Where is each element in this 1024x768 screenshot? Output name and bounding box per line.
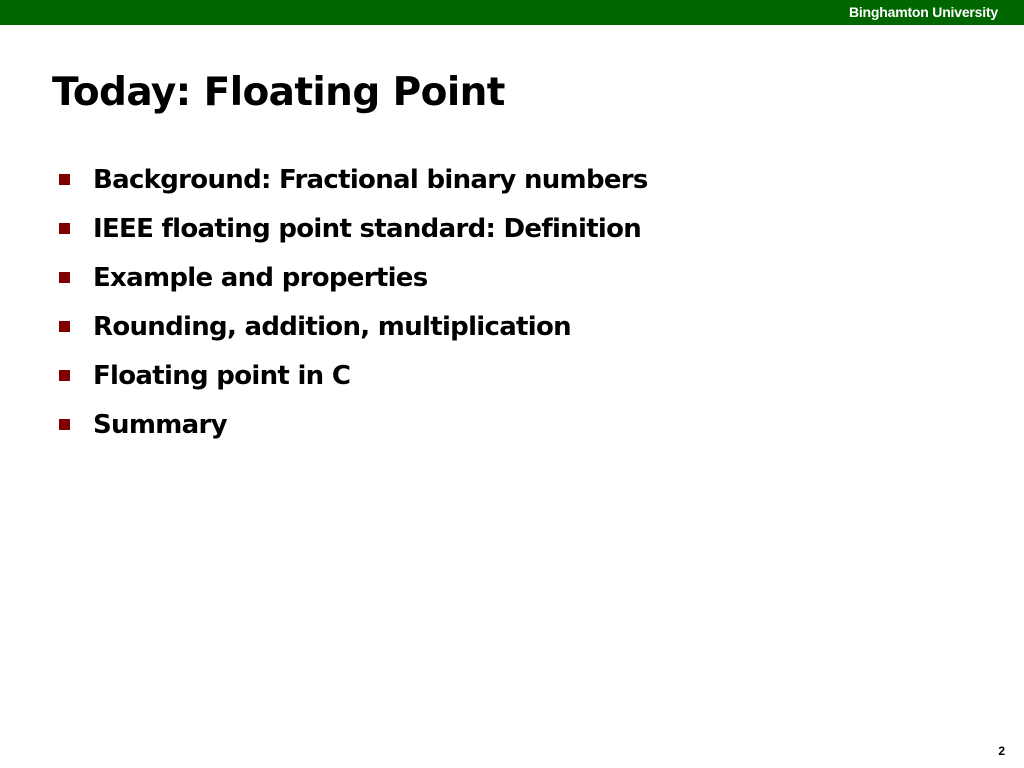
square-bullet-icon	[59, 272, 70, 283]
bullet-item	[55, 253, 648, 302]
organization-name: Binghamton University	[848, 4, 998, 20]
square-bullet-icon	[59, 174, 70, 185]
header-bar	[0, 0, 1024, 25]
slide-title: Today: Floating Point	[52, 70, 505, 115]
square-bullet-icon	[59, 321, 70, 332]
bullet-text: Background: Fractional binary numbers	[93, 164, 648, 195]
bullet-item	[55, 155, 648, 204]
bullet-text: Floating point in C	[93, 360, 351, 391]
bullet-text: Rounding, addition, multiplication	[93, 311, 571, 342]
bullet-item	[55, 204, 648, 253]
bullet-text: IEEE floating point standard: Definition	[93, 213, 642, 244]
bullet-item	[55, 351, 648, 400]
square-bullet-icon	[59, 419, 70, 430]
bullet-text: Example and properties	[93, 262, 428, 293]
bullet-item	[55, 302, 648, 351]
page-number: 2	[998, 744, 1005, 758]
bullet-list	[55, 155, 648, 449]
bullet-item	[55, 400, 648, 449]
square-bullet-icon	[59, 223, 70, 234]
square-bullet-icon	[59, 370, 70, 381]
bullet-text: Summary	[93, 409, 227, 440]
